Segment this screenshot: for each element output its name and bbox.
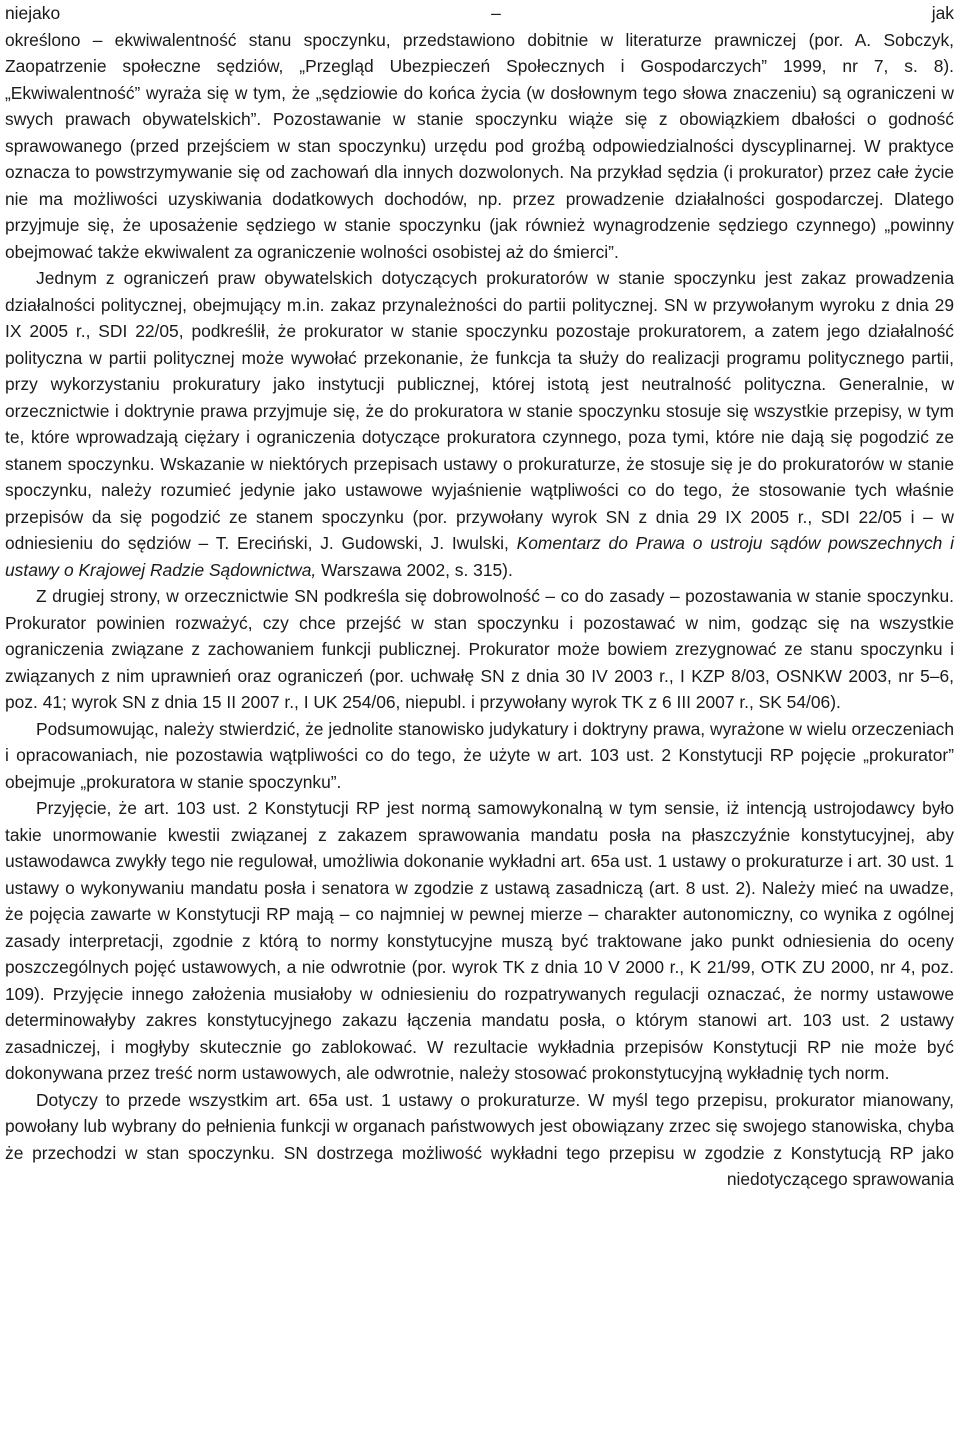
- paragraph: [5, 265, 954, 583]
- continuation-dash: –: [491, 3, 501, 23]
- paragraph-text: Jednym z ograniczeń praw obywatelskich dotyczących prokuratorów w stanie spoczynku jest zakaz prowadzenia działalności politycznej, obejmujący m.in. zakaz przynależności do partii politycznej. SN w przywołanym wyroku z dnia 29 IX 2005 r., SDI 22/05, podkreślił, że prokurator w stanie spoczynku pozostaje prokuratorem, a zatem jego działalność polityczna w partii politycznej może wywołać przekonanie, że funkcja ta służy do realizacji programu politycznego partii, przy wykorzystaniu prokuratury jako instytucji publicznej, której istotą jest neutralność polityczna. Generalnie, w orzecznictwie i doktrynie prawa przyjmuje się, że do prokuratora w stanie spoczynku stosuje się wszystkie przepisy, w tym te, które wprowadzają ciężary i ograniczenia dotyczące prokuratora czynnego, poza tymi, które nie dają się pogodzić ze stanem spoczynku. Wskazanie w niektórych przepisach ustawy o prokuraturze, że stosuje się je do prokuratorów w stanie spoczynku, należy rozumieć jedynie jako ustawowe wyjaśnienie wątpliwości co do tego, że stosowanie tych właśnie przepisów da się pogodzić ze stanem spoczynku (por. przywołany wyrok SN z dnia 29 IX 2005 r., SDI 22/05 i – w odniesieniu do sędziów – T. Ereciński, J. Gudowski, J. Iwulski,: [5, 268, 954, 553]
- italic-citation: Komentarz do Prawa o ustroju sądów powszechnych i ustawy o Krajowej Radzie Sądownictwa,: [5, 533, 955, 580]
- continuation-word-left: niejako: [5, 3, 61, 23]
- paragraph-text: Przyjęcie, że art. 103 ust. 2 Konstytucji RP jest normą samowykonalną w tym sensie, iż intencją ustrojodawcy było takie unormowanie kwestii związanej z zakazem sprawowania mandatu posła na płaszczyźnie konstytucyjnej, aby ustawodawca zwykły tego nie regulował, umożliwia dokonanie wykładni art. 65a ust. 1 ustawy o prokuraturze i art. 30 ust. 1 ustawy o wykonywaniu mandatu posła i senatora w zgodzie z ustawą zasadniczą (art. 8 ust. 2). Należy mieć na uwadze, że pojęcia zawarte w Konstytucji RP mają – co najmniej w pewnej mierze – charakter autonomiczny, co wynika z ogólnej zasady interpretacji, zgodnie z którą to normy konstytucyjne muszą być traktowane jako punkt odniesienia do oceny poszczególnych pojęć ustawowych, a nie odwrotnie (por. wyrok TK z dnia 10 V 2000 r., K 21/99, OTK ZU 2000, nr 4, poz. 109). Przyjęcie innego założenia musiałoby w odniesieniu do rozpatrywanych regulacji oznaczać, że normy ustawowe determinowałyby zakres konstytucyjnego zakazu łączenia mandatu posła, o którym stanowi art. 103 ust. 2 ustawy zasadniczej, i mogłyby skutecznie go zablokować. W rezultacie wykładnia przepisów Konstytucji RP nie może być dokonywana przez treść norm ustawowych, ale odwrotnie, należy stosować prokonstytucyjną wykładnię tych norm.: [5, 798, 954, 1083]
- paragraph: [5, 716, 954, 796]
- continuation-word-right: jak: [931, 3, 954, 23]
- paragraph: [5, 583, 954, 716]
- paragraph-text: Warszawa 2002, s. 315).: [316, 559, 513, 580]
- paragraph-text: określono – ekwiwalentność stanu spoczynku, przedstawiono dobitnie w literaturze prawniczej (por. A. Sobczyk, Zaopatrzenie społeczne sędziów, „Przegląd Ubezpieczeń Społecznych i Gospodarczych” 1999, nr 7, s. 8). „Ekwiwalentność” wyraża się w tym, że „sędziowie do końca życia (w dosłownym tego słowa znaczeniu) są ograniczeni w swych prawach obywatelskich”. Pozostawanie w stanie spoczynku wiąże się z obowiązkiem dbałości o godność sprawowanego (przed przejściem w stan spoczynku) urzędu pod groźbą odpowiedzialności dyscyplinarnej. W praktyce oznacza to powstrzymywanie się od zachowań dla innych dozwolonych. Na przykład sędzia (i prokurator) przez całe życie nie ma możliwości uzyskiwania dodatkowych dochodów, np. przez prowadzenie działalności gospodarczej. Dlatego przyjmuje się, że uposażenie sędziego w stanie spoczynku (jak również wynagrodzenie sędziego czynnego) „powinny obejmować także ekwiwalent za ograniczenie wolności osobistej aż do śmierci”.: [5, 29, 954, 262]
- paragraph-text: Dotyczy to przede wszystkim art. 65a ust. 1 ustawy o prokuraturze. W myśl tego przepisu, prokurator mianowany, powołany lub wybrany do pełnienia funkcji w organach państwowych jest obowiązany zrzec się swojego stanowiska, chyba że przechodzi w stan spoczynku. SN dostrzega możliwość wykładni tego przepisu w zgodzie z Konstytucją RP jako niedotyczącego sprawowania: [5, 1089, 954, 1189]
- paragraph-text: Z drugiej strony, w orzecznictwie SN podkreśla się dobrowolność – co do zasady – pozostawania w stanie spoczynku. Prokurator powinien rozważyć, czy chce przejść w stan spoczynku i pozostawać w nim, godząc się na wszystkie ograniczenia związane z zachowaniem funkcji publicznej. Prokurator może bowiem zrezygnować ze stanu spoczynku i związanych z nim uprawnień oraz ograniczeń (por. uchwałę SN z dnia 30 IV 2003 r., I KZP 8/03, OSNKW 2003, nr 5–6, poz. 41; wyrok SN z dnia 15 II 2007 r., I UK 254/06, niepubl. i przywołany wyrok TK z 6 III 2007 r., SK 54/06).: [5, 586, 954, 712]
- paragraph: [5, 795, 954, 1087]
- body-text: [5, 27, 954, 1193]
- paragraph: [5, 27, 954, 266]
- paragraph-text: Podsumowując, należy stwierdzić, że jednolite stanowisko judykatury i doktryny prawa, wyrażone w wielu orzeczeniach i opracowaniach, nie pozostawia wątpliwości co do tego, że użyte w art. 103 ust. 2 Konstytucji RP pojęcie „prokurator” obejmuje „prokuratora w stanie spoczynku”.: [5, 718, 954, 792]
- continuation-line: [5, 0, 954, 27]
- paragraph: [5, 1087, 954, 1193]
